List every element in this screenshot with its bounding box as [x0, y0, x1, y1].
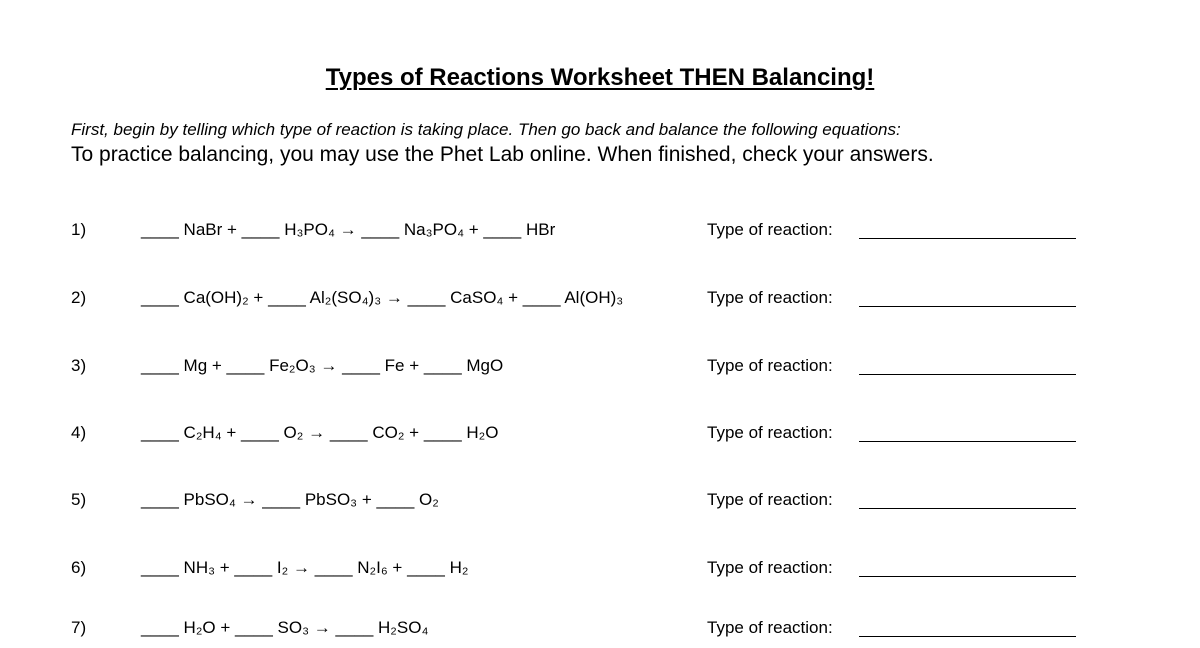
- problem-row: [0, 423, 1200, 453]
- chemical-equation: ____ Mg + ____ Fe₂O₃ → ____ Fe + ____ MgO: [141, 356, 504, 375]
- type-answer-line[interactable]: [859, 373, 1076, 375]
- type-of-reaction-label: Type of reaction:: [707, 220, 833, 239]
- problem-number: 7): [71, 618, 87, 637]
- problem-row: [0, 490, 1200, 520]
- type-answer-line[interactable]: [859, 507, 1076, 509]
- problem-row: [0, 558, 1200, 588]
- problem-number: 5): [71, 490, 87, 509]
- type-answer-line[interactable]: [859, 237, 1076, 239]
- type-answer-line[interactable]: [859, 575, 1076, 577]
- chemical-equation: ____ NH₃ + ____ I₂ → ____ N₂I₆ + ____ H₂: [141, 558, 469, 577]
- problem-number: 3): [71, 356, 87, 375]
- worksheet-title: Types of Reactions Worksheet THEN Balancing!: [325, 64, 875, 91]
- problem-row: [0, 356, 1200, 386]
- type-of-reaction-label: Type of reaction:: [707, 423, 833, 442]
- problem-row: [0, 288, 1200, 318]
- problem-number: 6): [71, 558, 87, 577]
- chemical-equation: ____ PbSO₄ → ____ PbSO₃ + ____ O₂: [141, 490, 439, 509]
- chemical-equation: ____ Ca(OH)₂ + ____ Al₂(SO₄)₃ → ____ CaSO₄ + ____ Al(OH)₃: [141, 288, 624, 307]
- problem-number: 2): [71, 288, 87, 307]
- chemical-equation: ____ NaBr + ____ H₃PO₄ → ____ Na₃PO₄ + ____ HBr: [141, 220, 556, 239]
- type-of-reaction-label: Type of reaction:: [707, 618, 833, 637]
- type-answer-line[interactable]: [859, 305, 1076, 307]
- problem-row: [0, 618, 1200, 648]
- problem-number: 4): [71, 423, 87, 442]
- chemical-equation: ____ H₂O + ____ SO₃ → ____ H₂SO₄: [141, 618, 429, 637]
- instructions-line-2: To practice balancing, you may use the Phet Lab online. When finished, check your answers.: [71, 143, 934, 166]
- type-of-reaction-label: Type of reaction:: [707, 558, 833, 577]
- problem-row: [0, 220, 1200, 250]
- problem-number: 1): [71, 220, 87, 239]
- type-of-reaction-label: Type of reaction:: [707, 288, 833, 307]
- chemical-equation: ____ C₂H₄ + ____ O₂ → ____ CO₂ + ____ H₂O: [141, 423, 499, 442]
- type-of-reaction-label: Type of reaction:: [707, 490, 833, 509]
- instructions-line-1: First, begin by telling which type of reaction is taking place. Then go back and balance the following equations:: [71, 120, 901, 139]
- type-answer-line[interactable]: [859, 440, 1076, 442]
- type-answer-line[interactable]: [859, 635, 1076, 637]
- type-of-reaction-label: Type of reaction:: [707, 356, 833, 375]
